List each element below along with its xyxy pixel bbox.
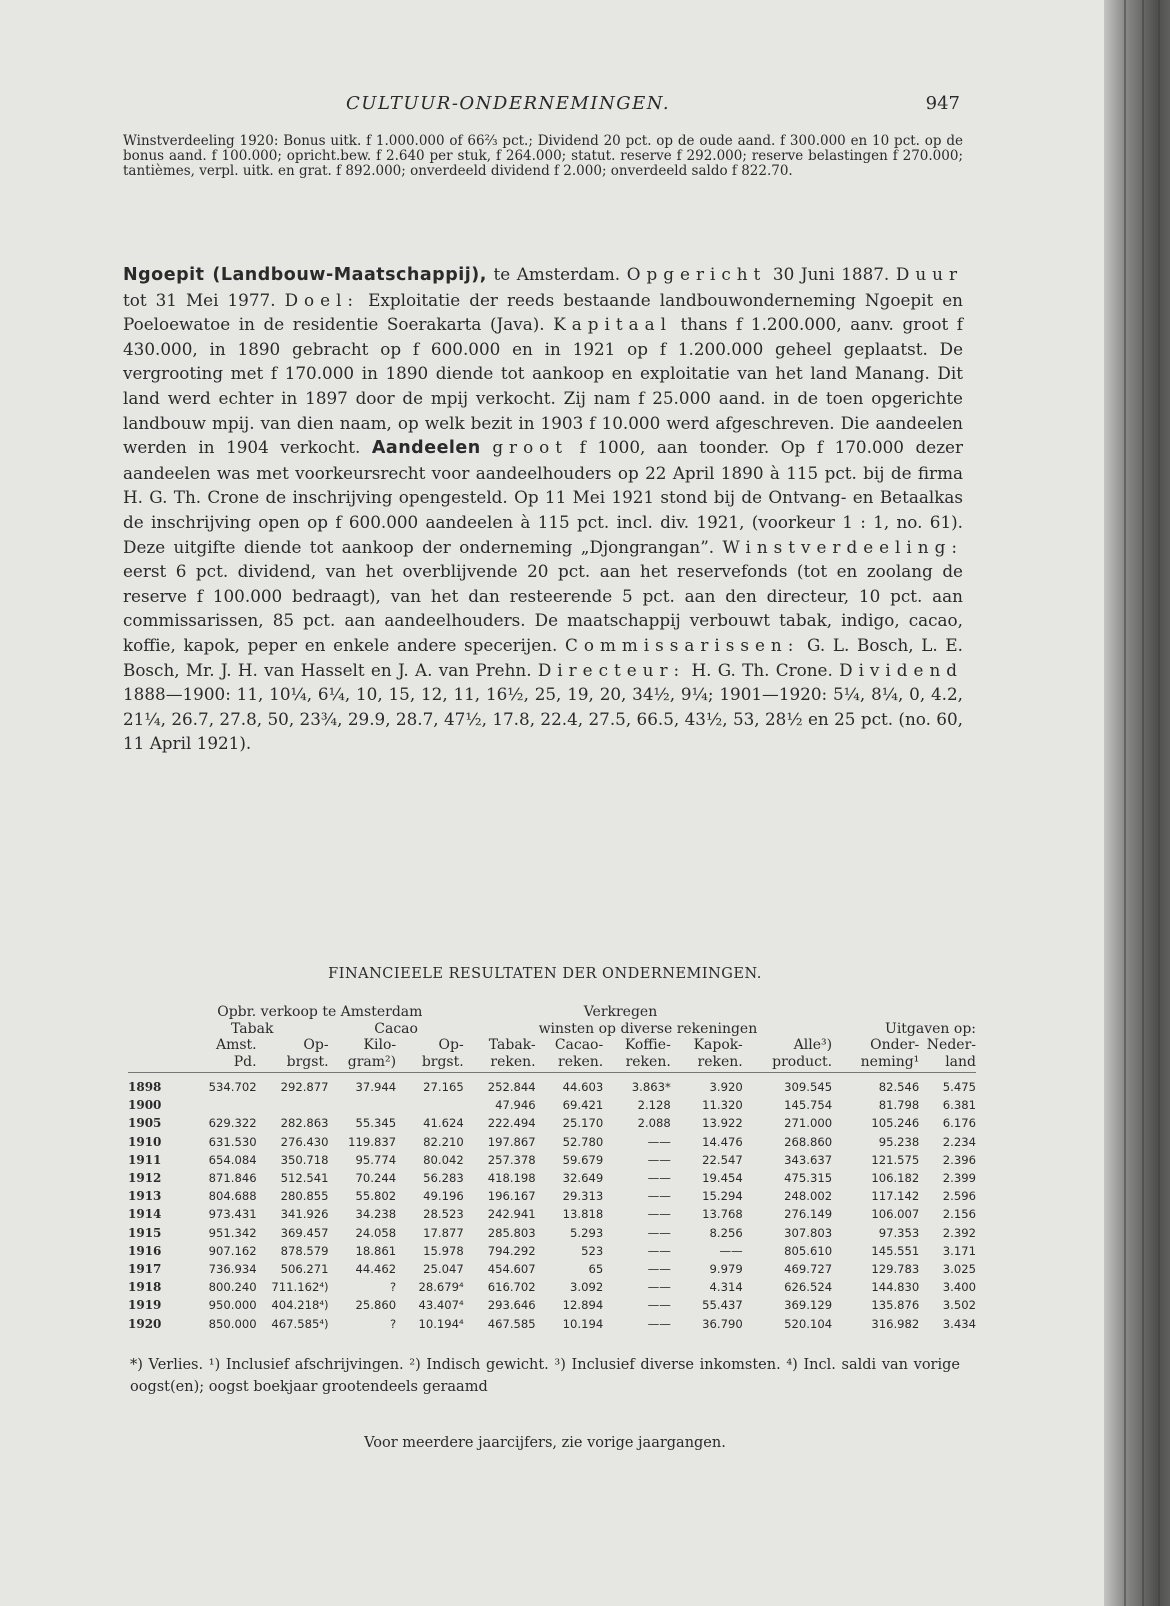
more-info-note: Voor meerdere jaarcijfers, zie vorige jaargangen. <box>364 1435 726 1451</box>
table-cell: 55.437 <box>702 1298 743 1313</box>
table-cell: 268.860 <box>784 1134 833 1149</box>
table-cell: —— <box>647 1171 671 1186</box>
table-cell: —— <box>647 1262 671 1277</box>
year-cell: 1900 <box>128 1098 162 1113</box>
table-cell: 293.646 <box>487 1298 536 1313</box>
entry-text: eerst 6 pct. dividend, van het overblijvende 20 pct. aan het reservefonds (tot en zoolang de reserve f 100.000 bedraagt), van het dan resteerende 5 pct. aan den directeur, 10 pct. aan commissarissen, 85 pct. aan aandeelhouders. De maatschappij verbouwt tabak, indigo, cacao, koffie, kapok, peper en enkele andere specerijen. <box>123 561 963 655</box>
table-cell: 82.546 <box>878 1080 920 1094</box>
header-winsten: winsten op diverse rekeningen <box>538 1020 758 1037</box>
company-name: Ngoepit (Landbouw-Maatschappij), <box>123 265 487 285</box>
table-cell: 44.603 <box>562 1080 604 1094</box>
col-alle-product-sub: product. <box>743 1054 832 1073</box>
table-cell: 197.867 <box>487 1134 536 1149</box>
footnotes-text: *) Verlies. ¹) Inclusief afschrijvingen. ²) Indisch gewicht. ³) Inclusief diverse inkomsten. ⁴) Incl. saldi van vorige oogst(en); oogst boekjaar grootendeels geraamd <box>130 1357 960 1395</box>
doel-label: Doel: <box>284 289 360 310</box>
table-cell: —— <box>647 1189 671 1204</box>
table-cell: 3.920 <box>709 1080 743 1094</box>
table-cell: 3.434 <box>942 1316 976 1331</box>
year-cell: 1918 <box>128 1280 162 1295</box>
table-cell: 25.860 <box>355 1298 397 1313</box>
col-cacao-reken-sub: reken. <box>536 1054 604 1073</box>
table-cell: 804.688 <box>208 1189 257 1204</box>
year-cell: 1920 <box>128 1316 162 1331</box>
table-cell: 711.162⁴) <box>271 1280 329 1295</box>
col-cacao-reken: Cacao- <box>554 1037 604 1053</box>
financial-results-table <box>128 1004 976 1333</box>
table-cell: 13.922 <box>702 1116 743 1131</box>
table-cell: 15.978 <box>423 1243 464 1258</box>
table-header-row <box>128 1054 976 1073</box>
table-cell: 52.780 <box>562 1134 604 1149</box>
year-cell: 1914 <box>128 1207 162 1222</box>
table-cell: 82.210 <box>423 1134 464 1149</box>
table-cell: 135.876 <box>871 1298 920 1313</box>
table-cell: 276.149 <box>784 1207 833 1222</box>
year-cell: 1917 <box>128 1262 162 1277</box>
table-row <box>128 1187 976 1205</box>
table-row <box>128 1114 976 1132</box>
header-cacao: Cacao <box>374 1020 418 1037</box>
table-cell: 654.084 <box>208 1152 257 1167</box>
table-cell: 9.979 <box>709 1262 743 1277</box>
table-row <box>128 1260 976 1278</box>
table-cell: 14.476 <box>702 1134 743 1149</box>
table-row <box>128 1242 976 1260</box>
table-cell: 4.314 <box>709 1280 743 1295</box>
company-entry-text <box>123 262 963 756</box>
table-row <box>128 1169 976 1187</box>
col-amst-sub: Pd. <box>176 1054 257 1073</box>
entry-text: thans f 1.200.000, aanv. groot f 430.000, in 1890 gebracht op f 600.000 en in 1921 op f 1.200.000 geheel geplaatst. De vergrooting met f 170.000 in 1890 diende tot aankoop en exploitatie van het land Manang. Dit land werd echter in 1897 door de mpij verkocht. Zij nam f 25.000 aand. in de toen opgerichte landbouw mpij. van dien naam, op welk bezit in 1903 f 10.000 werd afgeschreven. Die aandeelen werden in 1904 verkocht. <box>123 314 963 458</box>
winstverdeeling-label: Winstverdeeling: <box>722 536 963 557</box>
year-cell: 1919 <box>128 1298 162 1313</box>
table-cell: 121.575 <box>871 1152 920 1167</box>
directeur-label: Directeur: <box>537 659 686 680</box>
table-cell: 95.238 <box>878 1134 920 1149</box>
header-opbr-verkoop: Opbr. verkoop te Amsterdam <box>217 1004 423 1020</box>
table-cell: 907.162 <box>208 1243 257 1258</box>
header-uitgaven: Uitgaven op: <box>885 1020 976 1037</box>
table-cell: 8.256 <box>709 1225 743 1240</box>
table-cell: 3.092 <box>570 1280 604 1295</box>
dividend-label: Dividend <box>839 659 964 680</box>
running-header <box>130 93 960 119</box>
table-cell: 144.830 <box>871 1280 920 1295</box>
table-cell: 24.058 <box>355 1225 397 1240</box>
table-cell: 55.345 <box>355 1116 397 1131</box>
table-row <box>128 1205 976 1223</box>
col-koffie-reken-sub: reken. <box>603 1054 671 1073</box>
table-cell: ? <box>389 1316 397 1331</box>
table-cell: 307.803 <box>784 1225 833 1240</box>
table-cell: 47.946 <box>495 1098 536 1113</box>
table-cell: 41.624 <box>423 1116 464 1131</box>
table-cell: 2.088 <box>637 1116 671 1131</box>
table-cell: 309.545 <box>784 1080 833 1094</box>
table-cell: 117.142 <box>871 1189 920 1204</box>
groot-label: groot <box>492 437 569 458</box>
table-cell: —— <box>647 1298 671 1313</box>
table-cell: 28.679⁴ <box>418 1280 464 1295</box>
table-header-row <box>128 1021 976 1038</box>
table-cell: 29.313 <box>562 1189 604 1204</box>
footnotes <box>130 1354 960 1398</box>
col-nederland-sub: land <box>919 1054 976 1073</box>
table-cell: 631.530 <box>208 1134 257 1149</box>
table-cell: 736.934 <box>208 1262 257 1277</box>
table-cell: 523 <box>581 1243 604 1258</box>
table-cell: 512.541 <box>280 1171 329 1186</box>
table-cell: 5.293 <box>570 1225 604 1240</box>
opgericht-label: Opgericht <box>626 264 767 284</box>
table-cell: —— <box>647 1207 671 1222</box>
table-cell: 800.240 <box>208 1280 257 1295</box>
year-cell: 1912 <box>128 1171 162 1186</box>
table-cell: 276.430 <box>280 1134 329 1149</box>
table-header-row <box>128 1037 976 1054</box>
table-cell: 81.798 <box>878 1098 920 1113</box>
table-cell: 34.238 <box>355 1207 397 1222</box>
entry-text: G. L. Bosch, L. E. Bosch, Mr. J. H. van Hasselt en J. A. van Prehn. <box>123 634 963 680</box>
aandeelen-label: Aandeelen <box>371 438 481 459</box>
col-tabak-reken: Tabak- <box>488 1037 536 1053</box>
table-cell: 404.218⁴) <box>271 1298 329 1313</box>
table-cell: 49.196 <box>423 1189 464 1204</box>
commissarissen-label: Commissarissen: <box>565 634 800 655</box>
table-cell: —— <box>647 1152 671 1167</box>
col-onderneming-sub: neming¹ <box>832 1054 919 1073</box>
table-cell: 222.494 <box>487 1116 536 1131</box>
table-cell: 467.585⁴) <box>271 1316 329 1331</box>
table-cell: 10.194 <box>562 1316 604 1331</box>
table-cell: 105.246 <box>871 1116 920 1131</box>
table-cell: 12.894 <box>562 1298 604 1313</box>
table-cell: 145.754 <box>784 1098 833 1113</box>
table-cell: 22.547 <box>702 1152 743 1167</box>
table-cell: 69.421 <box>562 1098 604 1113</box>
col-opbrgst: Op- <box>303 1037 329 1053</box>
table-cell: 196.167 <box>487 1189 536 1204</box>
table-body <box>128 1073 976 1333</box>
table-cell: 3.502 <box>942 1298 976 1313</box>
table-cell: 95.774 <box>355 1152 397 1167</box>
table-cell: 65 <box>588 1262 604 1277</box>
table-row <box>128 1315 976 1333</box>
table-title: FINANCIEELE RESULTATEN DER ONDERNEMINGEN. <box>328 966 762 982</box>
table-cell: —— <box>647 1316 671 1331</box>
table-cell: —— <box>647 1225 671 1240</box>
table-cell: 5.475 <box>942 1080 976 1094</box>
table-cell: 3.863* <box>631 1080 671 1094</box>
table-cell: 43.407⁴ <box>418 1298 464 1313</box>
col-opbrgst-sub: brgst. <box>257 1054 329 1073</box>
entry-text: Exploitatie der reeds bestaande landbouwonderneming Ngoepit en Poeloewatoe in de residentie Soerakarta (Java). <box>123 289 963 335</box>
year-cell: 1911 <box>128 1152 162 1167</box>
col-koffie-reken: Koffie- <box>624 1037 671 1053</box>
table-cell: 55.802 <box>355 1189 397 1204</box>
entry-text: 30 Juni 1887. <box>766 264 896 284</box>
table-cell: 3.025 <box>942 1262 976 1277</box>
col-opbrgst-cacao-sub: brgst. <box>396 1054 464 1073</box>
year-cell: 1915 <box>128 1225 162 1240</box>
header-verkregen: Verkregen <box>583 1004 658 1020</box>
table-cell: 106.007 <box>871 1207 920 1222</box>
table-row <box>128 1278 976 1296</box>
table-cell: —— <box>719 1243 743 1258</box>
col-kapok-reken: Kapok- <box>693 1037 743 1053</box>
table-cell: 27.165 <box>423 1080 464 1094</box>
table-cell: 70.244 <box>355 1171 397 1186</box>
table-cell: 13.768 <box>702 1207 743 1222</box>
table-cell: 2.396 <box>942 1152 976 1167</box>
table-cell: 454.607 <box>487 1262 536 1277</box>
table-cell: 950.000 <box>208 1298 257 1313</box>
col-tabak-reken-sub: reken. <box>464 1054 536 1073</box>
year-cell: 1898 <box>128 1080 162 1094</box>
table-cell: 242.941 <box>487 1207 536 1222</box>
table-cell: 145.551 <box>871 1243 920 1258</box>
table-cell: 292.877 <box>280 1080 329 1094</box>
page-title: CULTUUR-ONDERNEMINGEN. <box>346 93 671 114</box>
company-entry <box>123 262 963 756</box>
table-cell: 252.844 <box>487 1080 536 1094</box>
col-kapok-reken-sub: reken. <box>671 1054 743 1073</box>
col-opbrgst-cacao: Op- <box>438 1037 464 1053</box>
col-kilogram: Kilo- <box>363 1037 397 1053</box>
table-cell: 44.462 <box>355 1262 397 1277</box>
entry-text: H. G. Th. Crone. <box>685 659 840 680</box>
table-cell: 80.042 <box>423 1152 464 1167</box>
table-cell: 282.863 <box>280 1116 329 1131</box>
col-onderneming: Onder- <box>870 1037 920 1053</box>
table-cell: 285.803 <box>487 1225 536 1240</box>
table-cell: 56.283 <box>423 1171 464 1186</box>
table-cell: 418.198 <box>487 1171 536 1186</box>
table-cell: 271.000 <box>784 1116 833 1131</box>
table-header-row <box>128 1004 976 1021</box>
entry-text: f 1000, aan toonder. Op f 170.000 dezer aandeelen was met voorkeursrecht voor aandeelhouders op 22 April 1890 à 115 pct. bij de firma H. G. Th. Crone de inschrijving opengesteld. Op 11 Mei 1921 stond bij de Ontvang- en Betaalkas de inschrijving open op f 600.000 aandeelen à 115 pct. incl. div. 1921, (voorkeur 1 : 1, no. 61). Deze uitgifte diende tot aankoop der onderneming „Djongrangan”. <box>123 437 963 557</box>
table-cell: 369.129 <box>784 1298 833 1313</box>
table-cell: 520.104 <box>784 1316 833 1331</box>
table-cell: 13.818 <box>562 1207 604 1222</box>
table-cell: 871.846 <box>208 1171 257 1186</box>
table-cell: 37.944 <box>355 1080 397 1094</box>
table-cell: 32.649 <box>562 1171 604 1186</box>
duur-label: Duur <box>895 264 963 284</box>
table-cell: 973.431 <box>208 1207 257 1222</box>
table-cell: 951.342 <box>208 1225 257 1240</box>
table-cell: 369.457 <box>280 1225 329 1240</box>
table-cell <box>176 1096 257 1114</box>
table-cell <box>396 1096 464 1114</box>
table-cell: 36.790 <box>702 1316 743 1331</box>
table-cell: 18.861 <box>355 1243 397 1258</box>
table-cell: 2.596 <box>942 1189 976 1204</box>
table-cell: 6.176 <box>942 1116 976 1131</box>
table-cell: 25.047 <box>423 1262 464 1277</box>
table-cell: —— <box>647 1243 671 1258</box>
table-cell: 59.679 <box>562 1152 604 1167</box>
table-row <box>128 1224 976 1242</box>
table-cell: 629.322 <box>208 1116 257 1131</box>
table-cell: 3.400 <box>942 1280 976 1295</box>
kapitaal-label: Kapitaal <box>553 314 672 335</box>
table-cell: 2.392 <box>942 1225 976 1240</box>
col-kilogram-sub: gram²) <box>329 1054 397 1073</box>
table-cell: 467.585 <box>487 1316 536 1331</box>
col-amst: Amst. <box>215 1037 257 1053</box>
entry-text: tot 31 Mei 1977. <box>123 289 285 310</box>
header-tabak: Tabak <box>231 1020 274 1037</box>
table-cell: 257.378 <box>487 1152 536 1167</box>
table-cell: 794.292 <box>487 1243 536 1258</box>
table-cell: 280.855 <box>280 1189 329 1204</box>
table-cell: 119.837 <box>348 1134 397 1149</box>
table-row <box>128 1133 976 1151</box>
table-cell: 475.315 <box>784 1171 833 1186</box>
table-cell: 3.171 <box>942 1243 976 1258</box>
table-cell: 534.702 <box>208 1080 257 1094</box>
table-cell <box>257 1096 329 1114</box>
table-cell: 2.128 <box>637 1098 671 1113</box>
table-cell: 129.783 <box>871 1262 920 1277</box>
table-cell: —— <box>647 1280 671 1295</box>
table-row <box>128 1296 976 1314</box>
table-cell: ? <box>389 1280 397 1295</box>
table-cell: 17.877 <box>423 1225 464 1240</box>
table-cell: 506.271 <box>280 1262 329 1277</box>
table-cell: 805.610 <box>784 1243 833 1258</box>
table-cell <box>329 1096 397 1114</box>
table-row <box>128 1151 976 1169</box>
book-spine <box>1104 0 1170 1606</box>
table-cell: 11.320 <box>702 1098 743 1113</box>
table-row <box>128 1096 976 1114</box>
page-number: 947 <box>925 93 960 114</box>
table-cell: 878.579 <box>280 1243 329 1258</box>
entry-text: te Amsterdam. <box>486 264 627 284</box>
table-cell: 2.399 <box>942 1171 976 1186</box>
year-cell: 1905 <box>128 1116 162 1131</box>
table-cell: 6.381 <box>942 1098 976 1113</box>
table-cell: 2.234 <box>942 1134 976 1149</box>
table-cell: 616.702 <box>487 1280 536 1295</box>
table-cell: 25.170 <box>562 1116 604 1131</box>
table-row <box>128 1073 976 1097</box>
table-cell: —— <box>647 1134 671 1149</box>
table-cell: 850.000 <box>208 1316 257 1331</box>
year-cell: 1916 <box>128 1243 162 1258</box>
col-nederland: Neder- <box>926 1037 976 1053</box>
table-cell: 19.454 <box>702 1171 743 1186</box>
table-cell: 2.156 <box>942 1207 976 1222</box>
table-cell: 10.194⁴ <box>418 1316 464 1331</box>
winstverdeeling-text: Winstverdeeling 1920: Bonus uitk. f 1.000.000 of 66⅔ pct.; Dividend 20 pct. op de oude aand. f 300.000 en 10 pct. op de bonus aand. f 100.000; opricht.bew. f 2.640 per stuk, f 264.000; statut. reserve f 292.000; reserve belastingen f 270.000; tantièmes, verpl. uitk. en grat. f 892.000; onverdeeld dividend f 2.000; onverdeeld saldo f 822.70. <box>123 133 963 179</box>
col-alle-product: Alle³) <box>793 1037 833 1053</box>
table-cell: 106.182 <box>871 1171 920 1186</box>
table-cell: 316.982 <box>871 1316 920 1331</box>
winstverdeeling-paragraph <box>123 134 963 179</box>
entry-text: 1888—1900: 11, 10¼, 6¼, 10, 15, 12, 11, 16½, 25, 19, 20, 34½, 9¼; 1901—1920: 5¼, 8¼, 0, 4.2, 21¼, 26.7, 27.8, 50, 23¾, 29.9, 28.7, 47½, 17.8, 22.4, 27.5, 66.5, 43½, 53, 28½ en 25 pct. (no. 60, 11 April 1921). <box>123 684 963 754</box>
year-cell: 1910 <box>128 1134 162 1149</box>
table-cell: 97.353 <box>878 1225 920 1240</box>
table-cell: 343.637 <box>784 1152 833 1167</box>
table-cell: 469.727 <box>784 1262 833 1277</box>
table-cell: 15.294 <box>702 1189 743 1204</box>
table-cell: 248.002 <box>784 1189 833 1204</box>
table-cell: 341.926 <box>280 1207 329 1222</box>
year-cell: 1913 <box>128 1189 162 1204</box>
table-cell: 28.523 <box>423 1207 464 1222</box>
table-cell: 350.718 <box>280 1152 329 1167</box>
table-cell: 626.524 <box>784 1280 833 1295</box>
